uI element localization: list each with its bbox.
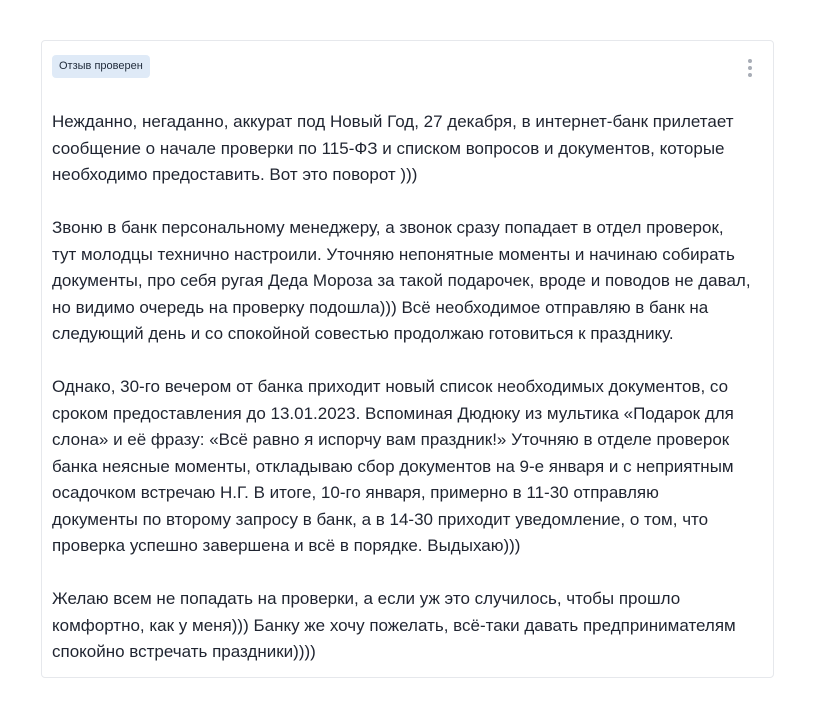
review-line: комфортно, как у меня))) Банку же хочу пожелать, всё-таки давать предпринимателям — [52, 615, 736, 635]
review-line: Желаю всем не попадать на проверки, а если уж это случилось, чтобы прошло — [52, 589, 681, 608]
review-line: следующий день и со спокойной совестью продолжаю готовиться к празднику. — [52, 324, 674, 343]
more-vertical-icon — [748, 73, 752, 77]
review-paragraph — [52, 374, 768, 560]
review-paragraph — [52, 109, 768, 189]
review-line: осадочком встречаю Н.Г. В итоге, 10-го января, примерно в 11-30 отправляю — [52, 483, 659, 502]
review-line: Нежданно, негаданно, аккурат под Новый Год, 27 декабря, в интернет-банк прилетает — [52, 112, 734, 131]
review-paragraph — [52, 586, 768, 666]
more-vertical-icon — [748, 66, 752, 70]
review-line: но видимо очередь на проверку подошла))) Всё необходимое отправляю в банк на — [52, 297, 709, 317]
review-line: слона» и её фразу: «Всё равно я испорчу вам праздник!» Уточняю в отделе проверок — [52, 430, 730, 449]
review-line: необходимо предоставить. Вот это поворот ))) — [52, 165, 418, 184]
review-line: документы, про себя ругая Деда Мороза за такой подарочек, вроде и поводов не давал, — [52, 271, 751, 290]
review-card — [41, 40, 774, 678]
more-options-button[interactable] — [741, 55, 759, 81]
review-line: банка неясные моменты, откладываю сбор документов на 9-е января и с неприятным — [52, 456, 734, 476]
review-line: Однако, 30-го вечером от банка приходит новый список необходимых документов, со — [52, 377, 729, 396]
verified-badge: Отзыв проверен — [52, 55, 150, 78]
review-line: тут молодцы технично настроили. Уточняю непонятные моменты и начинаю собирать — [52, 244, 735, 264]
more-vertical-icon — [748, 59, 752, 63]
review-line: Звоню в банк персональному менеджеру, а звонок сразу попадает в отдел проверок, — [52, 218, 724, 237]
review-paragraph — [52, 215, 768, 348]
review-line: проверка успешно завершена и всё в порядке. Выдыхаю))) — [52, 536, 521, 555]
review-line: сообщение о начале проверки по 115-ФЗ и списком вопросов и документов, которые — [52, 138, 725, 158]
review-line: сроком предоставления до 13.01.2023. Вспоминая Дюдюку из мультика «Подарок для — [52, 403, 734, 423]
review-text — [52, 109, 768, 666]
review-line: спокойно встречать праздники)))) — [52, 642, 316, 661]
review-line: документы по второму запросу в банк, а в 14-30 приходит уведомление, о том, что — [52, 509, 709, 529]
